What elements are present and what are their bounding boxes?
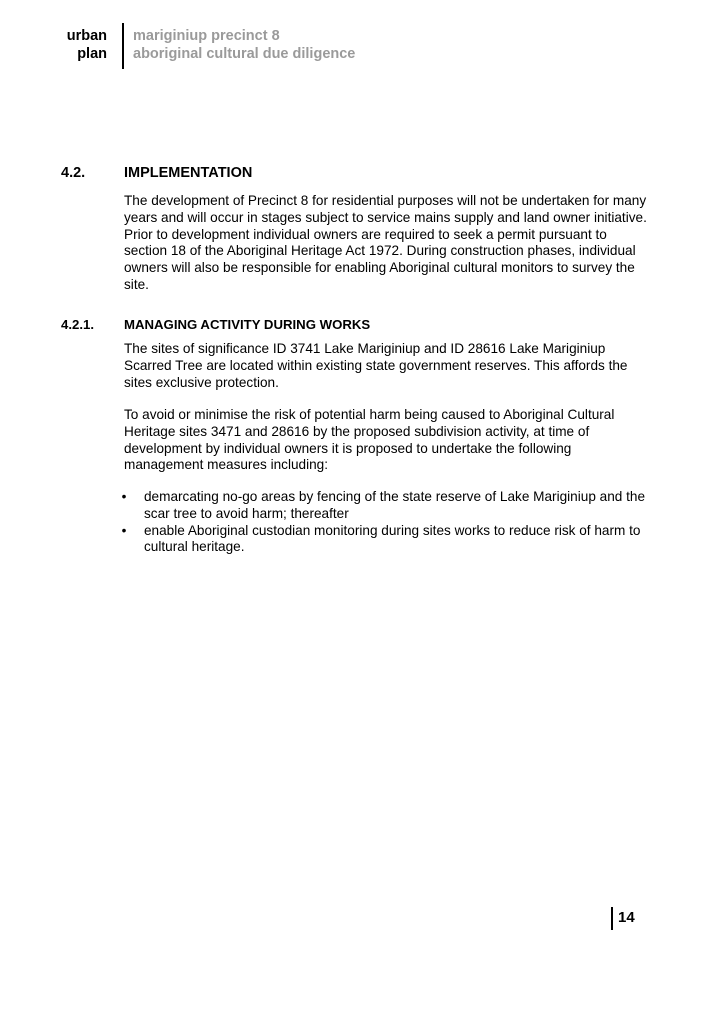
bullet-icon: • bbox=[121, 522, 127, 538]
list-item bbox=[118, 523, 648, 557]
header-divider bbox=[122, 23, 124, 69]
document-title-line-1: mariginiup precinct 8 bbox=[133, 28, 280, 44]
subsection-number: 4.2.1. bbox=[61, 317, 94, 332]
list-item-text: enable Aboriginal custodian monitoring during sites works to reduce risk of harm to cultural heritage. bbox=[144, 522, 641, 555]
list-item bbox=[118, 489, 648, 523]
bullet-icon: • bbox=[121, 489, 127, 504]
list-item-text: demarcating no-go areas by fencing of the state reserve of Lake Mariginiup and the scar tree to avoid harm; thereafter bbox=[144, 489, 646, 521]
subsection-heading: MANAGING ACTIVITY DURING WORKS bbox=[124, 317, 371, 332]
subsection-paragraph-1: The sites of significance ID 3741 Lake Mariginiup and ID 28616 Lake Mariginiup Scarred Tree are located within existing state government reserves. This affords the sites exclusive protection. bbox=[124, 341, 628, 390]
section-number: 4.2. bbox=[61, 165, 86, 181]
section-body-paragraph: The development of Precinct 8 for residential purposes will not be undertaken for many years and will occur in stages subject to service mains supply and land owner initiative. Prior to development individual owners are required to seek a permit pursuant to section 18 of the Aboriginal Heritage Act 1972. During construction phases, individual owners will also be responsible for enabling Aboriginal cultural monitors to survey the site. bbox=[124, 193, 647, 292]
organisation-name bbox=[40, 27, 107, 63]
page-number-divider bbox=[611, 907, 613, 930]
page-number: 14 bbox=[618, 909, 635, 926]
document-title bbox=[133, 27, 355, 63]
management-measures-list bbox=[118, 489, 648, 556]
subsection-paragraph-2: To avoid or minimise the risk of potential harm being caused to Aboriginal Cultural Heritage sites 3471 and 28616 by the proposed subdivision activity, at time of development by individual owners it is proposed to undertake the following management measures including: bbox=[124, 407, 615, 473]
document-title-line-2: aboriginal cultural due diligence bbox=[133, 46, 356, 62]
organisation-name-line-2: plan bbox=[77, 46, 107, 62]
organisation-name-line-1: urban bbox=[66, 28, 107, 44]
section-heading: IMPLEMENTATION bbox=[124, 165, 253, 181]
